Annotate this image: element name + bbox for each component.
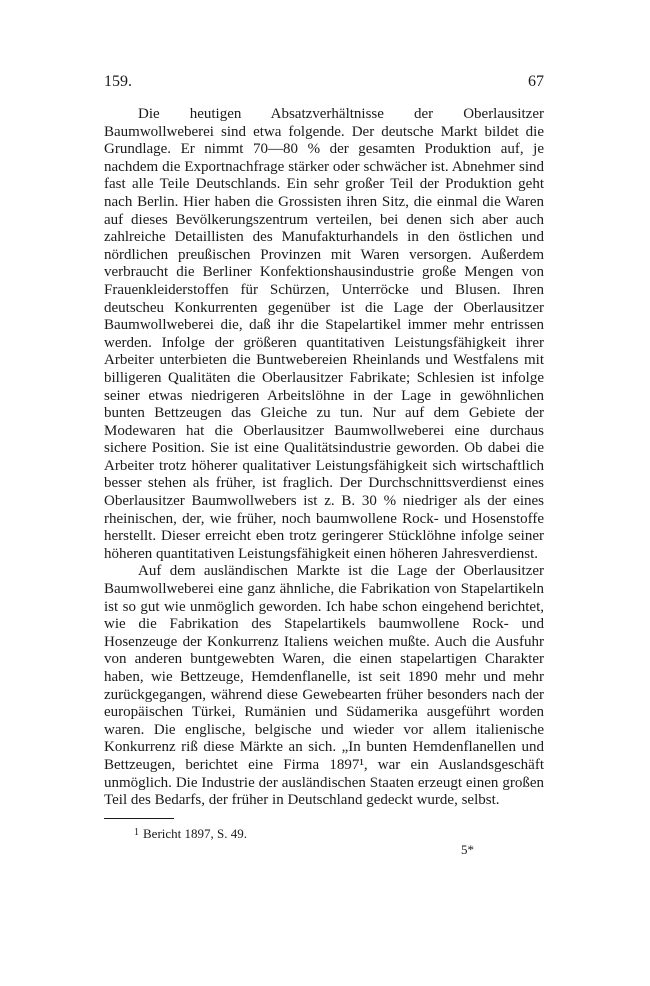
footnote-number: 1 xyxy=(134,826,139,838)
printer-signature-mark: 5* xyxy=(461,841,474,857)
paragraph-2: Auf dem ausländischen Markte ist die Lage der Oberlausitzer Baumwollweberei eine ganz ähnliche, die Fabrikation von Stapelartikeln ist so gut wie unmöglich geworden. Ich habe schon eingehend berichtet, wie die Fabrikation des Stapelartikels baumwollene Rock- und Hosenzeuge der Konkurrenz Italiens weichen mußte. Auch die Ausfuhr von anderen buntgewebten Waren, die einen stapelartigen Charakter haben, wie Bettzeuge, Hemdenflanelle, ist seit 1890 mehr und mehr zurückgegangen, während diese Gewebearten früher besonders nach der europäischen Türkei, Rumänien und Südamerika ausgeführt worden waren. Die englische, belgische und wieder vor allem italienische Konkurrenz riß diese Märkte an sich. „In bunten Hemdenflanellen und Bettzeugen, berichtet eine Firma 1897¹, war ein Auslandsgeschäft unmöglich. Die Industrie der ausländischen Staaten erzeugt einen großen Teil des Bedarfs, der früher in Deutschland gedeckt wurde, selbst. xyxy=(104,563,544,809)
running-header xyxy=(104,72,544,92)
footnote-rule xyxy=(104,818,174,819)
page-number: 67 xyxy=(528,73,544,90)
footnote-text: Bericht 1897, S. 49. xyxy=(143,825,247,841)
book-page xyxy=(104,72,544,972)
paragraph-1: Die heutigen Absatzverhältnisse der Oberlausitzer Baumwollweberei sind etwa folgende. Der deutsche Markt bildet die Grundlage. Er nimmt 70—80 % der gesamten Produktion auf, je nachdem die Exportnachfrage stärker oder schwächer ist. Abnehmer sind fast alle Teile Deutschlands. Ein sehr großer Teil der Produktion geht nach Berlin. Hier haben die Grossisten ihren Sitz, die einmal die Waren auf dieses Bevölkerungszentrum verteilen, bei denen sich aber auch zahlreiche Detaillisten des Manufakturhandels in den östlichen und nördlichen preußischen Provinzen mit Waren versorgen. Außerdem verbraucht die Berliner Konfektionshausindustrie große Mengen von Frauenkleiderstoffen für Schürzen, Unterröcke und Blusen. Ihren deutscheu Konkurrenten gegenüber ist die Lage der Oberlausitzer Baumwollweberei die, daß ihr die Stapelartikel immer mehr entrissen werden. Infolge der größeren quantitativen Leistungsfähigkeit ihrer Arbeiter unterbieten die Buntwebereien Rheinlands und Westfalens mit billigeren Qualitäten die Oberlausitzer Fabrikate; Schlesien ist infolge seiner etwas niedrigeren Arbeitslöhne in der Lage in gewöhnlichen bunten Bettzeugen das Gleiche zu tun. Nur auf dem Gebiete der Modewaren hat die Oberlausitzer Baumwollweberei eine durchaus sichere Position. Sie ist eine Qualitätsindustrie geworden. Ob dabei die Arbeiter trotz höherer qualitativer Leistungsfähigkeit sich wirtschaftlich besser stehen als früher, ist fraglich. Der Durchschnittsverdienst eines Oberlausitzer Baumwollwebers ist z. B. 30 % niedriger als der eines rheinischen, der, wie früher, noch baumwollene Rock- und Hosenstoffe herstellt. Dieser erreicht eben trotz geringerer Stücklöhne infolge seiner höheren quantitativen Leistungsfähigkeit einen höheren Jahresverdienst. xyxy=(104,106,544,562)
main-text xyxy=(104,106,544,810)
footnote xyxy=(104,825,544,842)
header-left-number: 159. xyxy=(104,73,132,90)
